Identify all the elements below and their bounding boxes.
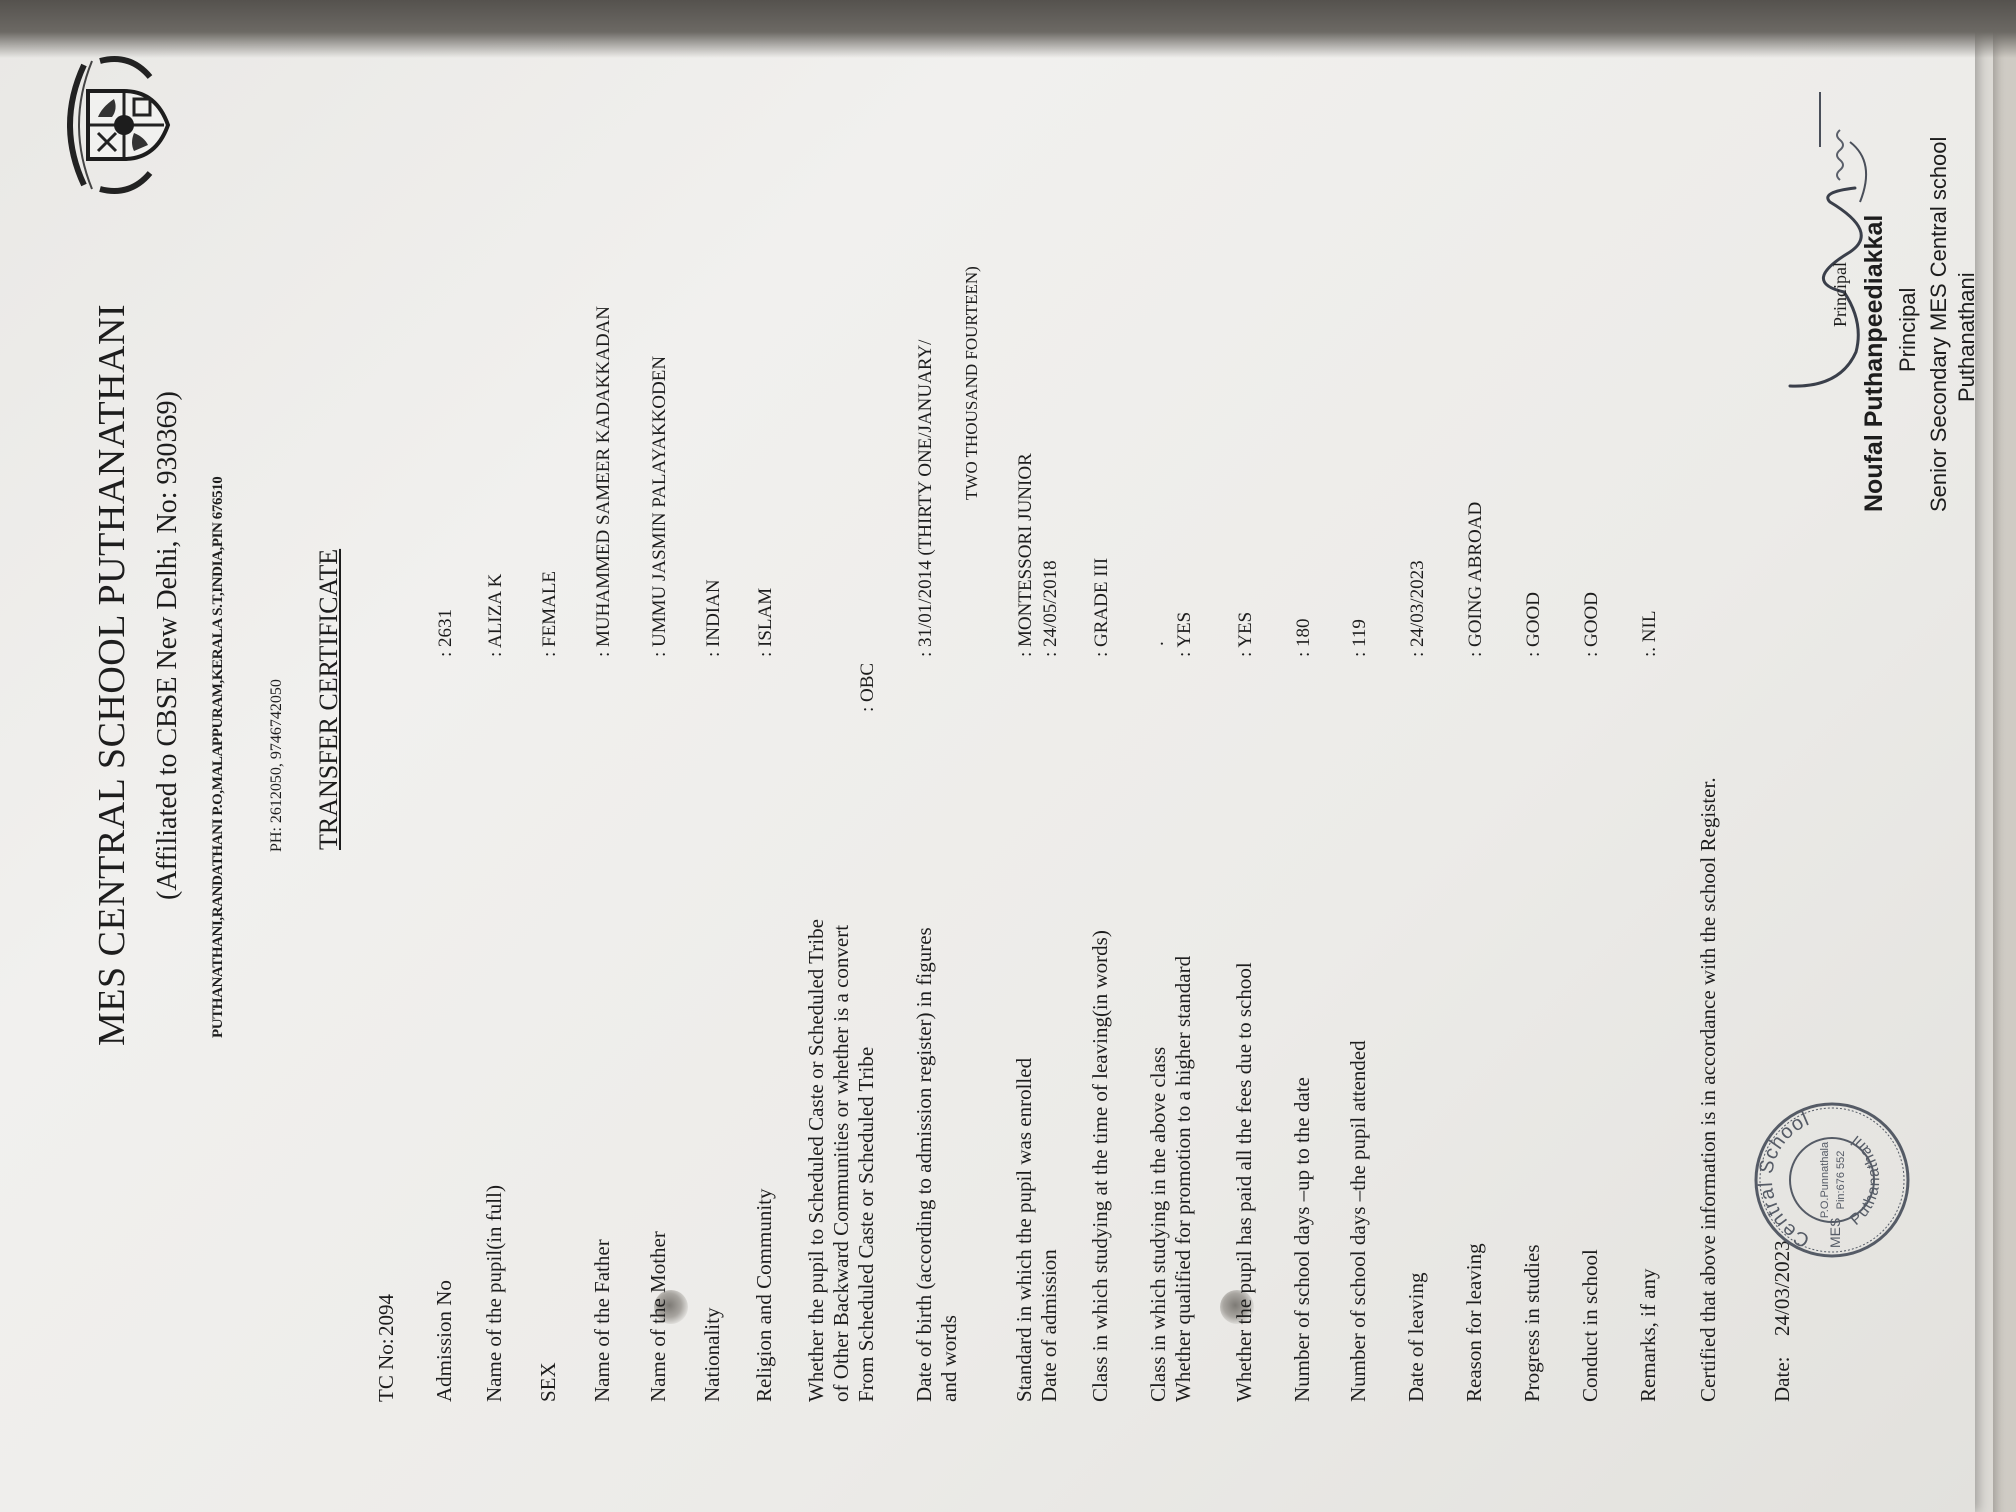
value-standard-enrolled: : MONTESSORI JUNIOR: [1015, 453, 1036, 657]
value-reason-leaving: : GOING ABROAD: [1465, 501, 1486, 657]
label-progress: Progress in studies: [1520, 1244, 1544, 1402]
value-remarks: :. NIL: [1639, 610, 1660, 657]
value-date-of-leaving: : 24/03/2023: [1407, 560, 1428, 657]
tc-number-value: 2094: [374, 1294, 398, 1336]
label-date-of-leaving: Date of leaving: [1404, 1272, 1428, 1402]
certification-statement: Certified that above information is in accordance with the school Register.: [1696, 777, 1720, 1402]
value-dob-line-1: : 31/01/2014 (THIRTY ONE/JANUARY/: [915, 339, 936, 657]
date-value: 24/03/2023: [1770, 1240, 1794, 1336]
principal-title: Principal: [1895, 287, 1920, 372]
stamp-text-bottom: Puthanathani: [1847, 1131, 1884, 1229]
label-religion: Religion and Community: [752, 1188, 776, 1402]
label-caste-line-3: From Scheduled Caste or Scheduled Tribe: [854, 1046, 878, 1402]
value-pupil-name: : ALIZA K: [485, 573, 506, 657]
school-phone: PH: 2612050, 9746742050: [268, 679, 285, 852]
value-nationality: : INDIAN: [703, 579, 724, 657]
label-date-of-admission: Date of admission: [1037, 1249, 1061, 1402]
label-standard-enrolled: Standard in which the pupil was enrolled: [1012, 1057, 1036, 1402]
label-admission-no: Admission No: [432, 1280, 456, 1402]
tc-number-label: TC No:: [374, 1338, 398, 1402]
school-address: PUTHANATHANI,RANDATHANI P.O,MALAPPURAM,KERALA S.T,INDIA,PIN 676510: [210, 476, 226, 1038]
value-admission-no: : 2631: [435, 608, 456, 657]
svg-text:Puthanathani: [1847, 1131, 1883, 1229]
affiliation-line: (Affiliated to CBSE New Delhi, No: 930369): [152, 391, 183, 900]
label-caste-line-2: of Other Backward Communities or whether is a convert: [829, 924, 853, 1402]
label-father-name: Name of the Father: [590, 1239, 614, 1402]
school-name: MES CENTRAL SCHOOL PUTHANATHANI: [91, 303, 133, 1046]
value-religion: : ISLAM: [755, 587, 776, 657]
label-reason-leaving: Reason for leaving: [1462, 1243, 1486, 1402]
label-mother-name: Name of the Mother: [646, 1231, 670, 1402]
value-caste: : OBC: [857, 662, 878, 712]
value-fees-paid: : YES: [1235, 611, 1256, 657]
school-crest-logo: [52, 51, 172, 199]
stamp-inner-line-2: Pin:676 552: [1835, 1150, 1847, 1210]
principal-caption: Principal: [1830, 262, 1850, 327]
label-school-days: Number of school days –up to the date: [1290, 1077, 1314, 1402]
value-date-of-admission: : 24/05/2018: [1040, 560, 1061, 657]
principal-name: Noufal Puthanpeediakkal: [1860, 214, 1888, 512]
label-dob-line-2: and words: [937, 1315, 961, 1402]
label-sex: SEX: [536, 1362, 560, 1402]
value-sex: : FEMALE: [539, 570, 560, 657]
stamp-text-left: MES: [1827, 1217, 1843, 1248]
label-class-above: Class in which studying in the above class: [1146, 1046, 1170, 1402]
label-dob-line-1: Date of birth (according to admission register) in figures: [912, 927, 936, 1402]
label-fees-paid: Whether the pupil has paid all the fees due to school: [1232, 962, 1256, 1402]
label-remarks: Remarks, if any: [1636, 1268, 1660, 1402]
document-title: TRANSFER CERTIFICATE: [314, 548, 343, 850]
label-caste-line-1: Whether the pupil to Scheduled Caste or Scheduled Tribe: [804, 919, 828, 1402]
label-days-attended: Number of school days –the pupil attended: [1346, 1040, 1370, 1402]
value-promotion: : YES: [1174, 611, 1195, 657]
value-mother-name: : UMMU JASMIN PALAYAKKODEN: [649, 355, 670, 657]
value-school-days: : 180: [1293, 618, 1314, 657]
label-nationality: Nationality: [700, 1307, 724, 1402]
stamp-inner-line-1: P.O.Punnathala: [1819, 1141, 1831, 1219]
value-progress: : GOOD: [1523, 592, 1544, 657]
value-father-name: : MUHAMMED SAMEER KADAKKADAN: [593, 306, 614, 657]
value-dob-line-2: TWO THOUSAND FOURTEEN): [962, 266, 981, 500]
value-days-attended: : 119: [1349, 619, 1370, 657]
principal-institution: Senior Secondary MES Central school: [1926, 136, 1951, 512]
label-pupil-name: Name of the pupil(in full): [482, 1185, 506, 1402]
label-class-leaving: Class in which studying at the time of leaving(in words): [1088, 930, 1112, 1402]
stamp-text-top: Central School: [1754, 1108, 1814, 1252]
value-conduct: : GOOD: [1581, 592, 1602, 657]
label-conduct: Conduct in school: [1578, 1249, 1602, 1402]
date-label: Date:: [1770, 1356, 1794, 1402]
svg-text:Central School: [1755, 1108, 1813, 1252]
value-class-leaving: : GRADE III: [1091, 557, 1112, 657]
school-stamp: [1750, 1098, 1914, 1262]
principal-place: Puthanathani: [1954, 272, 1979, 402]
label-promotion: Whether qualified for promotion to a higher standard: [1171, 955, 1195, 1402]
value-class-above: .: [1147, 641, 1168, 646]
